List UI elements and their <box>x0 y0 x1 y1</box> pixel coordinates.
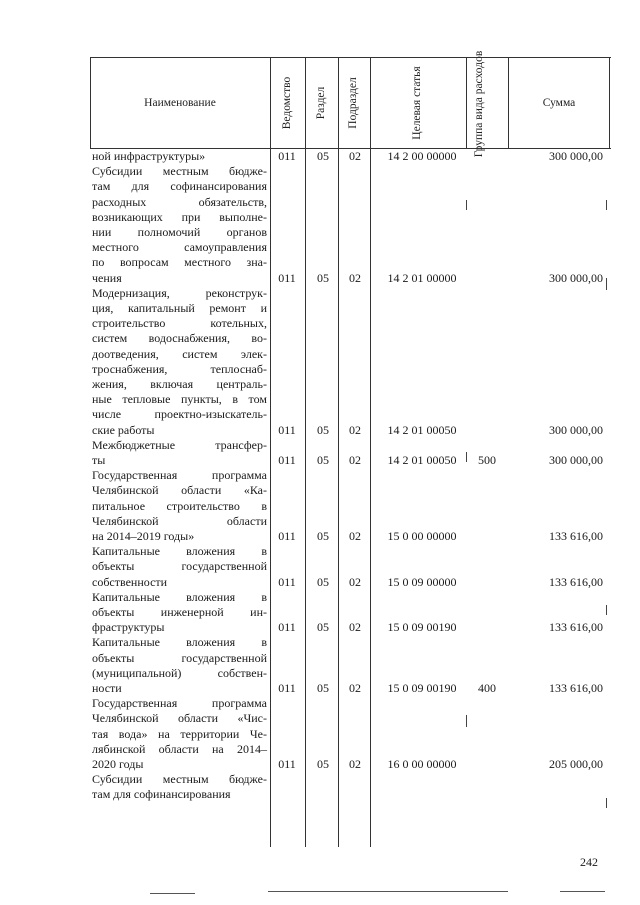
header-gruppa <box>473 44 501 164</box>
name-line: ты <box>92 453 106 467</box>
ved-cell: 011 <box>278 529 296 543</box>
ved-cell: 011 <box>278 422 296 437</box>
name-line: тая вода» на территории Че- <box>92 726 267 741</box>
summa-tick <box>606 200 607 210</box>
ved-cell: 011 <box>278 270 296 285</box>
summa-tick <box>606 278 607 290</box>
name-line: объекты государственной <box>92 650 267 665</box>
razdel-cell: 05 <box>317 270 329 285</box>
summa-cell: 133 616,00 <box>549 574 603 589</box>
summa-cell: 133 616,00 <box>549 681 603 695</box>
name-line: ности <box>92 681 122 695</box>
col-border-name <box>270 57 271 847</box>
celevaya-cell: 14 2 01 00000 <box>387 270 457 285</box>
summa-cell: 205 000,00 <box>549 757 603 771</box>
name-line: числе проектно-изыскатель- <box>92 407 267 422</box>
name-line: (муниципальной) собствен- <box>92 665 267 680</box>
ved-cell: 011 <box>278 681 296 695</box>
col-border-razdel <box>338 57 339 847</box>
name-line: Государственная программа <box>92 696 267 711</box>
name-line: жения, включая централь- <box>92 377 267 391</box>
name-line: троснабжения, теплоснаб- <box>92 361 267 376</box>
ved-cell: 011 <box>278 574 296 589</box>
summa-cell: 133 616,00 <box>549 529 603 543</box>
name-line: Межбюджетные трансфер- <box>92 437 267 452</box>
summa-cell: 133 616,00 <box>549 620 603 635</box>
gruppa-tick <box>466 715 467 727</box>
summa-cell: 300 000,00 <box>549 149 603 163</box>
header-summa: Сумма <box>542 97 576 109</box>
name-line: Субсидии местным бюдже- <box>92 772 267 787</box>
ved-cell: 011 <box>278 620 296 635</box>
name-line: Капитальные вложения в <box>92 589 267 604</box>
name-line: чения <box>92 270 122 285</box>
ved-cell: 011 <box>278 149 296 163</box>
name-line: ция, капитальный ремонт и <box>92 301 267 315</box>
name-line: объекты государственной <box>92 559 267 574</box>
name-line: ные тепловые пункты, в том <box>92 392 267 407</box>
name-line: Субсидии местным бюдже- <box>92 164 267 179</box>
podrazdel-cell: 02 <box>349 149 361 163</box>
summa-cell: 300 000,00 <box>549 422 603 437</box>
header-razdel: Раздел <box>315 86 327 120</box>
header-podrazdel: Подраздел <box>347 77 359 129</box>
celevaya-cell: 14 2 00 00000 <box>387 149 457 163</box>
celevaya-cell: 15 0 00 00000 <box>387 529 457 543</box>
name-line: расходных обязательств, <box>92 194 267 209</box>
footer-rule <box>268 891 508 892</box>
name-line: объекты инженерной ин- <box>92 605 267 619</box>
razdel-cell: 05 <box>317 422 329 437</box>
name-line: нии полномочий органов <box>92 225 267 239</box>
name-line: систем водоснабжения, во- <box>92 331 267 346</box>
name-line: местного самоуправления <box>92 240 267 255</box>
col-border-celevaya <box>466 57 467 149</box>
summa-tick <box>606 605 607 615</box>
name-line: Капитальные вложения в <box>92 544 267 559</box>
razdel-cell: 05 <box>317 620 329 635</box>
gruppa-cell: 500 <box>478 453 496 467</box>
summa-tick <box>606 798 607 808</box>
name-line: на 2014–2019 годы» <box>92 529 195 543</box>
summa-cell: 300 000,00 <box>549 270 603 285</box>
name-line: ские работы <box>92 422 155 437</box>
header-ved: Ведомство <box>281 76 293 130</box>
podrazdel-cell: 02 <box>349 681 361 695</box>
name-line: собственности <box>92 574 168 589</box>
podrazdel-cell: 02 <box>349 574 361 589</box>
name-line: лябинской области на 2014– <box>92 741 267 756</box>
name-line: возникающих при выполне- <box>92 209 267 224</box>
name-line: Модернизация, реконструк- <box>92 285 267 300</box>
col-border-podrazdel <box>370 57 371 847</box>
celevaya-cell: 15 0 09 00000 <box>387 574 457 589</box>
razdel-cell: 05 <box>317 529 329 543</box>
celevaya-cell: 16 0 00 00000 <box>387 757 457 771</box>
name-line: Капитальные вложения в <box>92 635 267 650</box>
name-line: там для софинансирования <box>92 787 231 802</box>
footer-rule <box>150 893 195 894</box>
name-line: доотведения, систем элек- <box>92 346 267 361</box>
celevaya-cell: 14 2 01 00050 <box>387 422 457 437</box>
celevaya-cell: 15 0 09 00190 <box>387 681 457 695</box>
col-border-ved <box>305 57 306 847</box>
summa-cell: 300 000,00 <box>549 453 603 467</box>
name-line: строительство котельных, <box>92 316 267 331</box>
header-gruppa-text: Группа вида расходов <box>473 50 485 158</box>
razdel-cell: 05 <box>317 681 329 695</box>
gruppa-cell: 400 <box>478 681 496 695</box>
podrazdel-cell: 02 <box>349 422 361 437</box>
name-line: Челябинской области «Ка- <box>92 483 267 498</box>
name-line: 2020 годы <box>92 757 144 771</box>
name-line: там для софинансирования <box>92 179 267 194</box>
name-line: питальное строительство в <box>92 498 267 513</box>
page-number: 242 <box>580 855 598 869</box>
footer-rule <box>560 891 605 892</box>
razdel-cell: 05 <box>317 757 329 771</box>
podrazdel-cell: 02 <box>349 620 361 635</box>
celevaya-cell: 14 2 01 00050 <box>387 453 457 467</box>
razdel-cell: 05 <box>317 574 329 589</box>
razdel-cell: 05 <box>317 453 329 467</box>
name-line: по вопросам местного зна- <box>92 255 267 270</box>
celevaya-cell: 15 0 09 00190 <box>387 620 457 635</box>
podrazdel-cell: 02 <box>349 270 361 285</box>
gruppa-tick <box>466 200 467 210</box>
name-line: фраструктуры <box>92 620 165 635</box>
ved-cell: 011 <box>278 757 296 771</box>
header-celevaya: Целевая статья <box>411 66 423 140</box>
ved-cell: 011 <box>278 453 296 467</box>
podrazdel-cell: 02 <box>349 453 361 467</box>
name-line: Челябинской области «Чис- <box>92 711 267 726</box>
header-name: Наименование <box>144 97 216 109</box>
name-line: ной инфраструктуры» <box>92 149 206 163</box>
podrazdel-cell: 02 <box>349 757 361 771</box>
razdel-cell: 05 <box>317 149 329 163</box>
name-line: Государственная программа <box>92 468 267 483</box>
podrazdel-cell: 02 <box>349 529 361 543</box>
name-line: Челябинской области <box>92 513 267 528</box>
